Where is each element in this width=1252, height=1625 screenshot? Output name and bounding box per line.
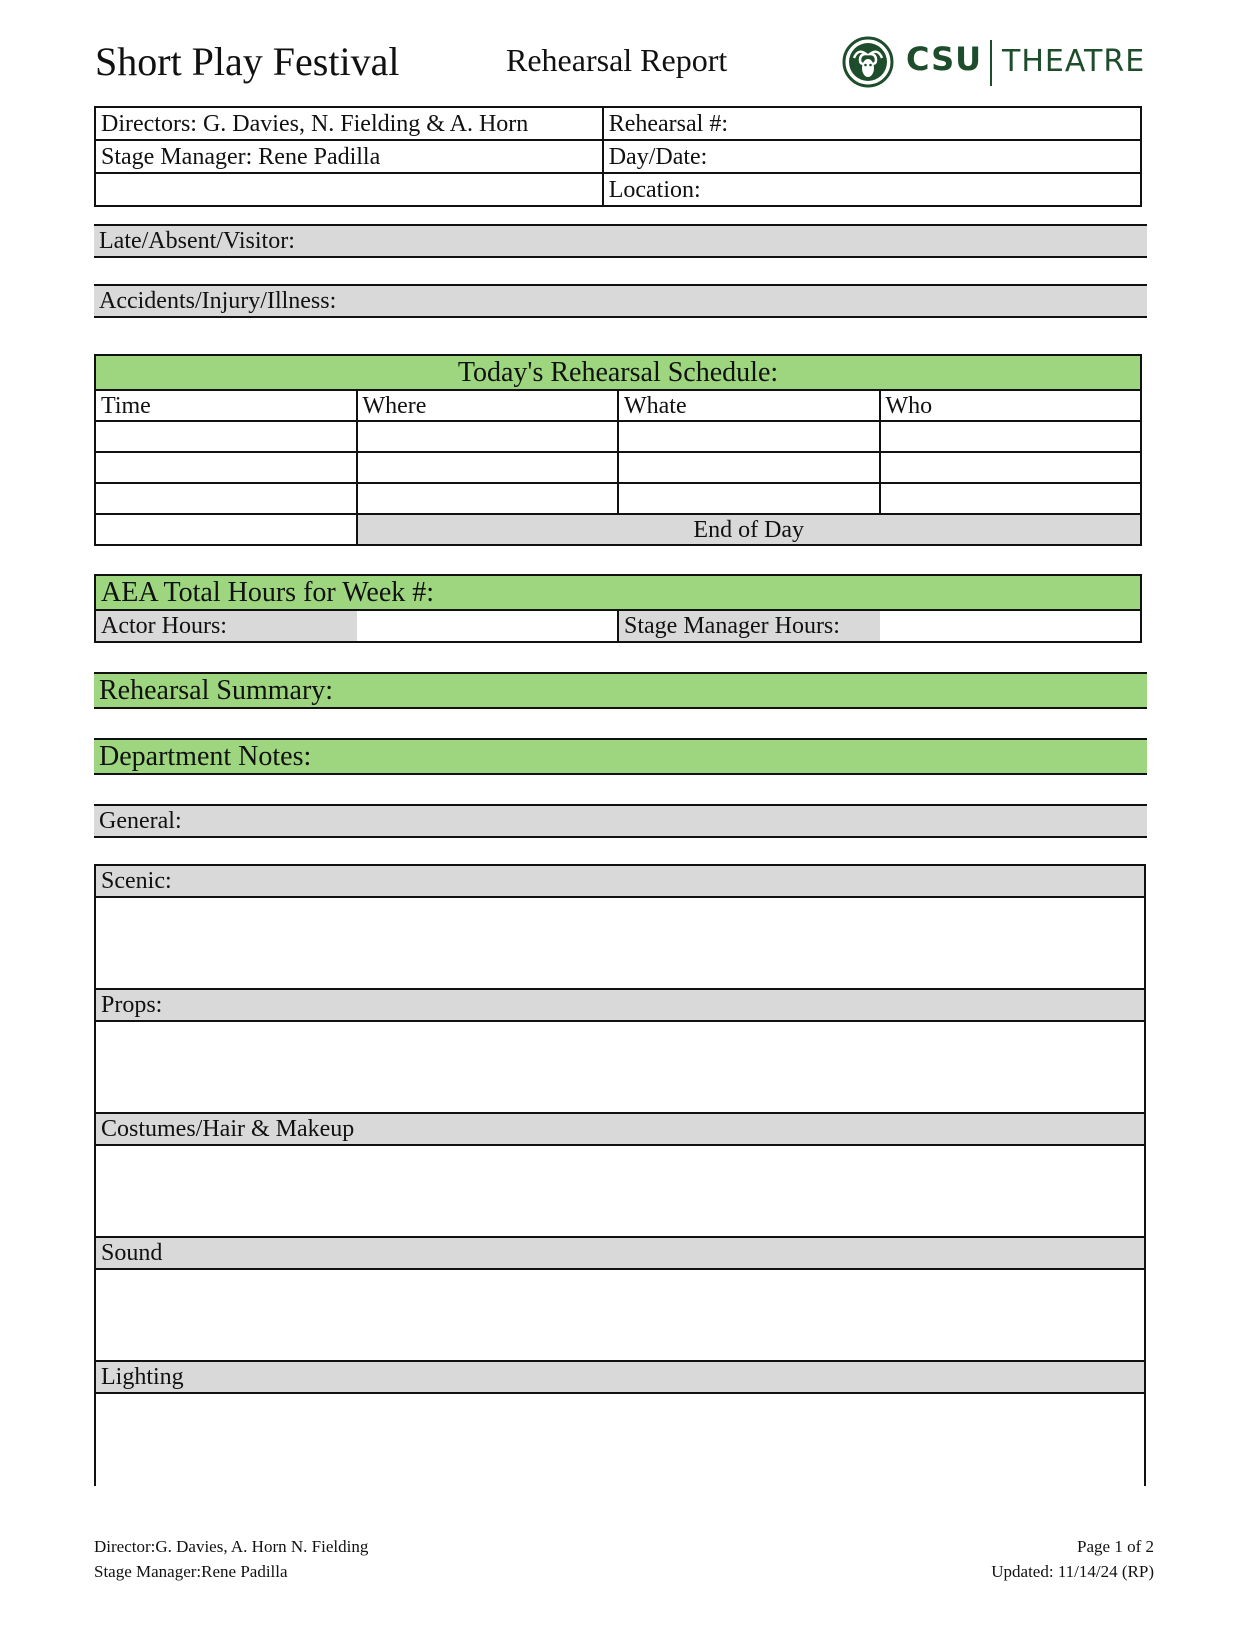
department-notes-heading: Department Notes: xyxy=(94,738,1147,775)
schedule-cell[interactable] xyxy=(357,421,619,452)
updated-date: Updated: 11/14/24 (RP) xyxy=(991,1562,1154,1581)
schedule-cell[interactable] xyxy=(618,421,880,452)
day-date-field[interactable]: Day/Date: xyxy=(603,140,1141,173)
festival-title: Short Play Festival xyxy=(95,39,400,84)
schedule-heading: Today's Rehearsal Schedule: xyxy=(95,355,1141,390)
schedule-cell[interactable] xyxy=(357,452,619,483)
logo-theatre-text: THEATRE xyxy=(1002,44,1146,79)
aea-hours-heading: AEA Total Hours for Week #: xyxy=(95,575,1141,610)
end-of-day-label: End of Day xyxy=(357,514,1142,545)
schedule-col-time: Time xyxy=(95,390,357,421)
report-title: Rehearsal Report xyxy=(506,42,728,78)
logo-divider xyxy=(990,40,992,86)
logo-csu-text: CSU xyxy=(906,40,983,78)
stage-manager-field[interactable]: Stage Manager: Rene Padilla xyxy=(95,140,603,173)
page-number: Page 1 of 2 xyxy=(1077,1537,1154,1556)
blank-info-field[interactable] xyxy=(95,173,603,206)
sm-hours-label: Stage Manager Hours: xyxy=(618,610,880,642)
schedule-cell[interactable] xyxy=(95,421,357,452)
accidents-injury-field[interactable]: Accidents/Injury/Illness: xyxy=(94,284,1147,318)
lighting-label: Lighting xyxy=(96,1362,1144,1394)
actor-hours-input[interactable] xyxy=(357,610,619,642)
aea-hours-table xyxy=(94,574,1142,643)
sound-label: Sound xyxy=(96,1238,1144,1270)
schedule-cell[interactable] xyxy=(95,452,357,483)
rehearsal-schedule-table xyxy=(94,354,1142,546)
schedule-cell[interactable] xyxy=(95,483,357,514)
ram-head-icon xyxy=(840,36,896,88)
schedule-row xyxy=(95,483,1141,514)
rehearsal-number-field[interactable]: Rehearsal #: xyxy=(603,107,1141,140)
schedule-cell[interactable] xyxy=(880,452,1142,483)
location-field[interactable]: Location: xyxy=(603,173,1141,206)
props-label: Props: xyxy=(96,990,1144,1022)
footer-stage-manager: Stage Manager:Rene Padilla xyxy=(94,1562,288,1581)
general-notes-field[interactable]: General: xyxy=(94,804,1147,838)
lighting-notes-area[interactable] xyxy=(96,1394,1144,1486)
sm-hours-input[interactable] xyxy=(880,610,1142,642)
rehearsal-summary-heading: Rehearsal Summary: xyxy=(94,672,1147,709)
sound-notes-area[interactable] xyxy=(96,1270,1144,1362)
costumes-label: Costumes/Hair & Makeup xyxy=(96,1114,1144,1146)
rehearsal-info-table xyxy=(94,106,1142,207)
costumes-notes-area[interactable] xyxy=(96,1146,1144,1238)
late-absent-visitor-field[interactable]: Late/Absent/Visitor: xyxy=(94,224,1147,258)
csu-theatre-logo xyxy=(840,36,1150,92)
schedule-row xyxy=(95,421,1141,452)
footer-director: Director:G. Davies, A. Horn N. Fielding xyxy=(94,1537,369,1556)
schedule-cell[interactable] xyxy=(880,483,1142,514)
department-notes-section xyxy=(94,864,1146,1486)
scenic-label: Scenic: xyxy=(96,866,1144,898)
scenic-notes-area[interactable] xyxy=(96,898,1144,990)
schedule-row xyxy=(95,452,1141,483)
props-notes-area[interactable] xyxy=(96,1022,1144,1114)
schedule-cell[interactable] xyxy=(618,483,880,514)
schedule-col-where: Where xyxy=(357,390,619,421)
actor-hours-label: Actor Hours: xyxy=(95,610,357,642)
schedule-col-who: Who xyxy=(880,390,1142,421)
schedule-cell[interactable] xyxy=(880,421,1142,452)
schedule-cell[interactable] xyxy=(357,483,619,514)
schedule-cell[interactable] xyxy=(618,452,880,483)
footer-right xyxy=(991,1534,1154,1584)
directors-field[interactable]: Directors: G. Davies, N. Fielding & A. Horn xyxy=(95,107,603,140)
footer-left xyxy=(94,1534,368,1584)
schedule-col-what: Whate xyxy=(618,390,880,421)
schedule-row xyxy=(95,514,1141,545)
end-of-day-time-cell[interactable] xyxy=(95,514,357,545)
